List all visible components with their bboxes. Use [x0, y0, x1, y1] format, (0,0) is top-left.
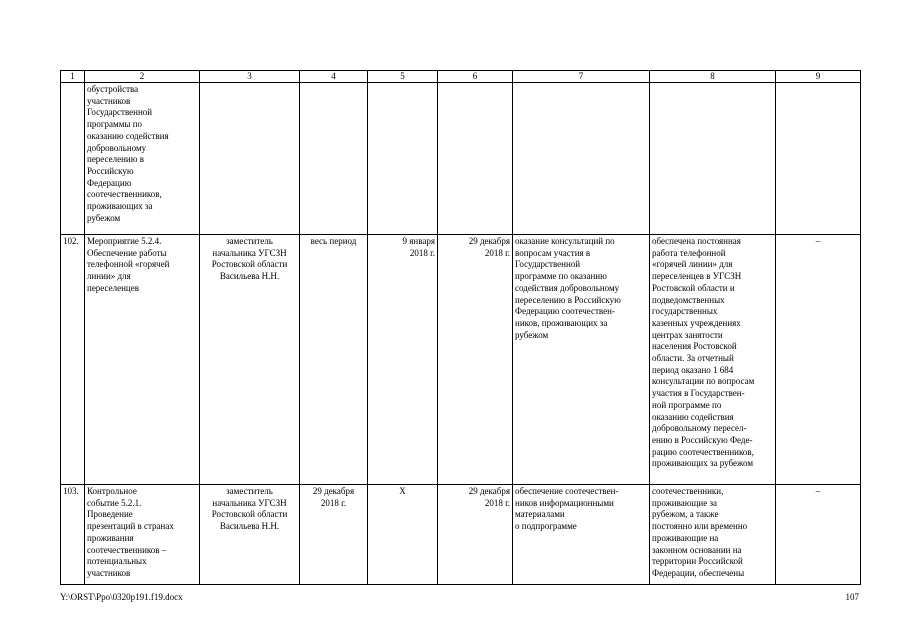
- actual-result-cell: [650, 235, 776, 485]
- report-table: [60, 70, 861, 585]
- row-number-cell: [61, 485, 85, 585]
- event-name: Контрольное событие 5.2.1. Проведение презентаций в странах проживания соотечественников – потенциальных участников: [87, 486, 174, 578]
- column-header: 8: [650, 71, 776, 83]
- note-cell: [776, 235, 861, 485]
- end-date-cell: [438, 83, 513, 235]
- end-date: 29 декабря 2018 г.: [468, 486, 510, 508]
- actual-result-cell: [650, 83, 776, 235]
- page-number: 107: [845, 592, 859, 602]
- executor: заместитель начальника УГСЗН Ростовской области Васильева Н.Н.: [211, 486, 288, 532]
- start-date: 9 января 2018 г.: [402, 236, 435, 258]
- column-header: 2: [85, 71, 200, 83]
- end-date-cell: [438, 485, 513, 585]
- event-name: обустройства участников Государственной программы по оказанию содействия добровольному переселению в Российскую Федерацию соотечественников, проживающих за рубежом: [87, 84, 169, 223]
- name-cell: [85, 235, 200, 485]
- event-name: Мероприятие 5.2.4. Обеспечение работы телефонной «горячей линии» для переселенцев: [87, 236, 170, 293]
- expected-result-cell: [513, 235, 650, 485]
- table-row: [61, 485, 861, 585]
- period-cell: [300, 83, 368, 235]
- note-cell: [776, 485, 861, 585]
- start-date: Х: [399, 486, 406, 496]
- end-date: 29 декабря 2018 г.: [468, 236, 510, 258]
- executor: заместитель начальника УГСЗН Ростовской области Васильева Н.Н.: [211, 236, 288, 282]
- expected-result-cell: [513, 485, 650, 585]
- actual-result: соотечественники, проживающие за рубежом, а также постоянно или временно проживающие на законном основании на территории Российской Федерации, обеспечены: [652, 486, 748, 578]
- note: –: [815, 236, 821, 246]
- start-date-cell: [368, 485, 438, 585]
- table-row: [61, 83, 861, 235]
- actual-result-cell: [650, 485, 776, 585]
- start-date-cell: [368, 235, 438, 485]
- row-number: 103.: [63, 486, 79, 496]
- column-header: 7: [513, 71, 650, 83]
- row-number-cell: [61, 235, 85, 485]
- period: весь период: [310, 236, 357, 246]
- column-header: 5: [368, 71, 438, 83]
- column-header: 4: [300, 71, 368, 83]
- name-cell: [85, 83, 200, 235]
- executor-cell: [200, 83, 300, 235]
- column-header: 6: [438, 71, 513, 83]
- start-date-cell: [368, 83, 438, 235]
- executor-cell: [200, 235, 300, 485]
- period-cell: [300, 235, 368, 485]
- note-cell: [776, 83, 861, 235]
- executor-cell: [200, 485, 300, 585]
- column-number-row: [61, 71, 861, 83]
- note: –: [815, 486, 821, 496]
- end-date-cell: [438, 235, 513, 485]
- table-row: [61, 235, 861, 485]
- actual-result: обеспечена постоянная работа телефонной «горячей линии» для переселенцев в УГСЗН Ростовской области и подведомственных государственных казенных учреждениях центрах занятости населения Ростовской области. За отчетный период оказано 1 684 консультации по вопросам участия в Государствен- ной программе по оказанию содействия добровольному пересел- ению в Российскую Феде- рацию соотечественников, проживающих за рубежом: [652, 236, 755, 469]
- column-header: 9: [776, 71, 861, 83]
- period-cell: [300, 485, 368, 585]
- expected-result-cell: [513, 83, 650, 235]
- column-header: 1: [61, 71, 85, 83]
- row-number: 102.: [63, 236, 79, 246]
- expected-result: оказание консультаций по вопросам участия в Государственной программе по оказанию содействия добровольному переселению в Российскую Федерацию соотечествен- ников, проживающих за рубежом: [515, 236, 621, 340]
- name-cell: [85, 485, 200, 585]
- period: 29 декабря 2018 г.: [312, 486, 355, 508]
- row-number-cell: [61, 83, 85, 235]
- file-path-footer: Y:\ORST\Ppo\0320p191.f19.docx: [60, 592, 183, 602]
- expected-result: обеспечение соотечествен- ников информационными материалами о подпрограмме: [515, 486, 619, 532]
- column-header: 3: [200, 71, 300, 83]
